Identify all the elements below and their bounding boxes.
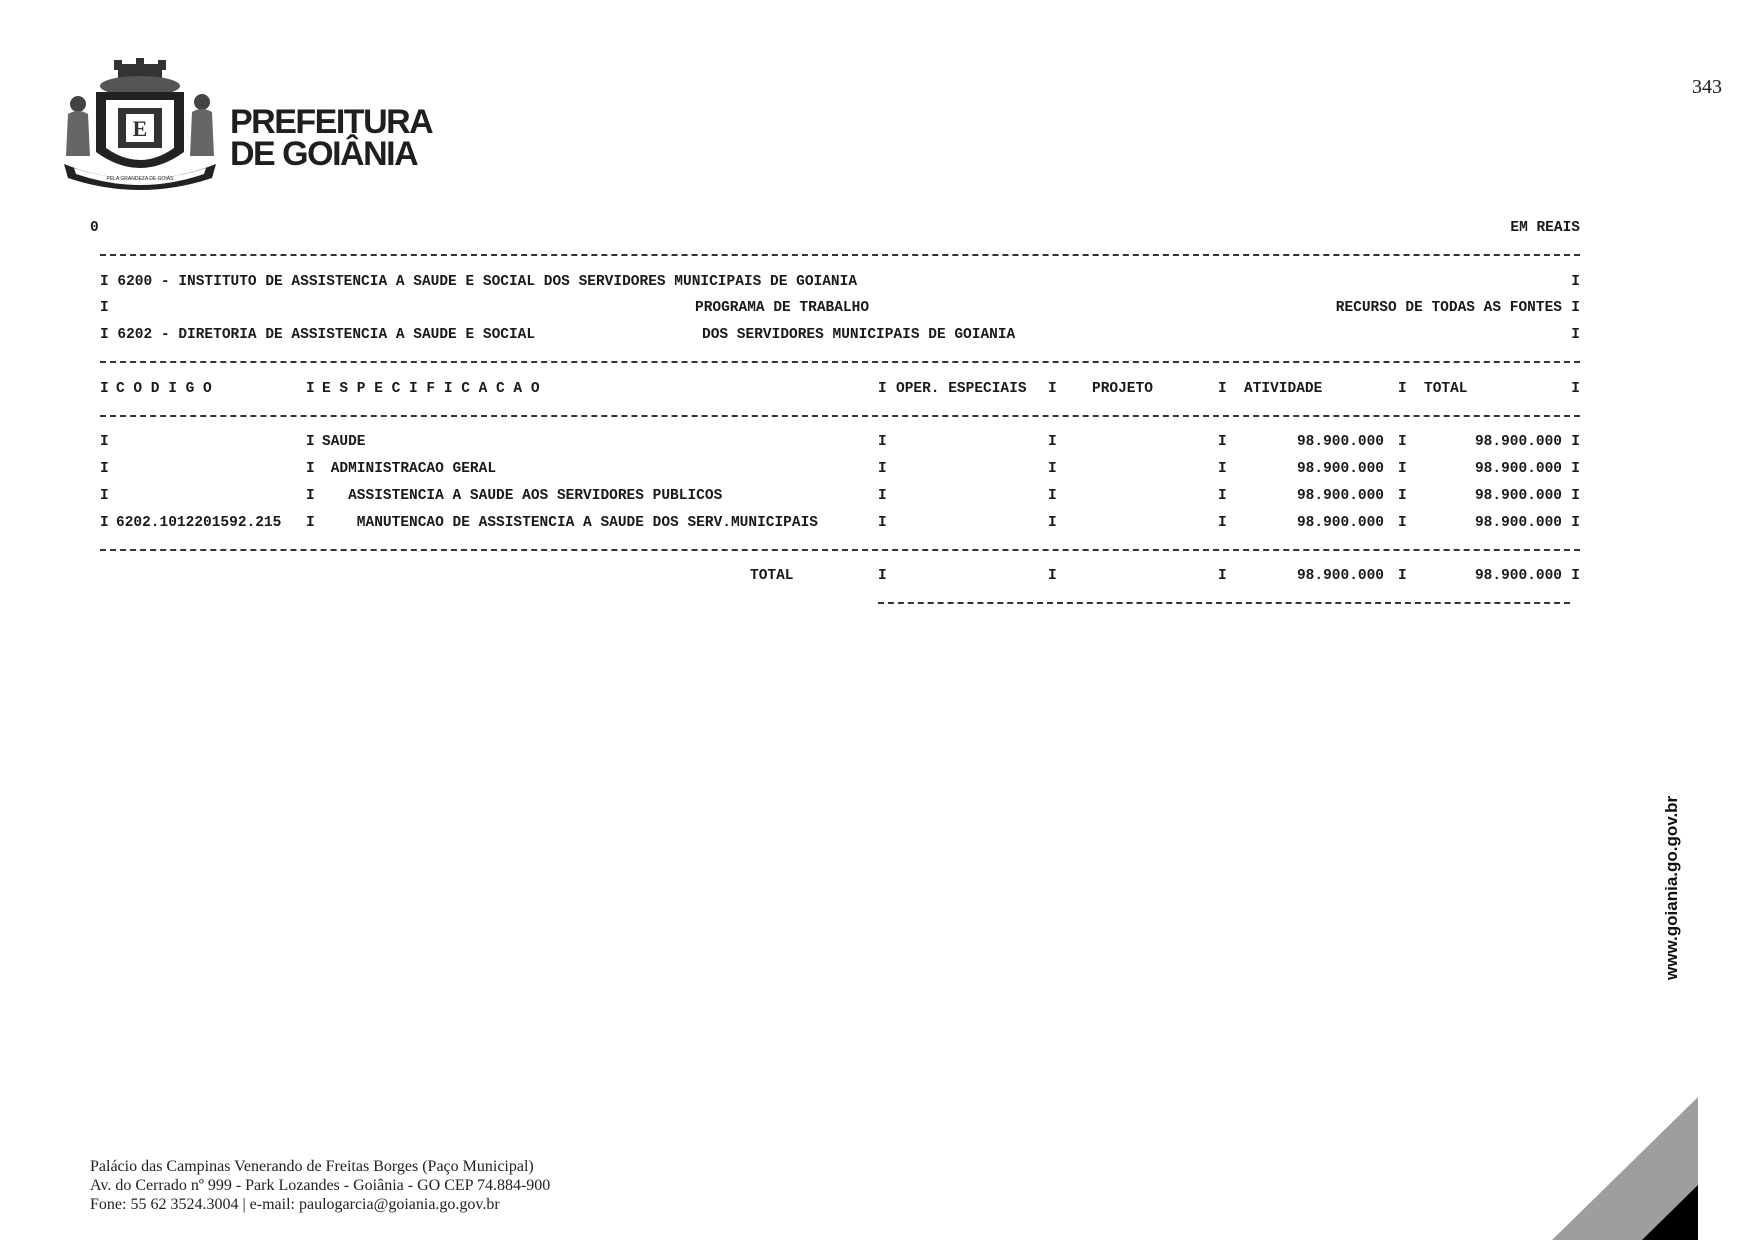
city-seal-logo (60, 56, 220, 196)
col-atividade: ATIVIDADE (1244, 380, 1323, 397)
table-row: I I SAUDE I I I 98.900.000 I 98.900.000 I (100, 434, 1580, 451)
row-total: 98.900.000 (1474, 434, 1562, 451)
row-total: 98.900.000 (1474, 514, 1562, 531)
svg-text:E: E (132, 116, 148, 141)
page-number: 343 (1692, 76, 1722, 98)
divider (90, 243, 1580, 270)
footer-line-1: Palácio das Campinas Venerando de Freitas Borges (Paço Municipal) (90, 1158, 534, 1175)
column-header-row: I C O D I G O I E S P E C I F I C A C A O I OPER. ESPECIAIS I PROJETO I ATIVIDADE I TOTAL I (100, 380, 1580, 397)
total-atividade: 98.900.000 (1296, 568, 1384, 585)
report-meta-row (90, 216, 1580, 243)
divider (90, 404, 1580, 431)
col-codigo: C O D I G O (116, 380, 212, 397)
divider (90, 350, 1580, 377)
table-row: I I ASSISTENCIA A SAUDE AOS SERVIDORES PUBLICOS I I I 98.900.000 I 98.900.000 I (100, 487, 1580, 504)
brand-name (230, 103, 433, 173)
seal-motto: PELA GRANDEZA DE GOIÁS (106, 176, 174, 182)
corner-decoration (1552, 1097, 1698, 1240)
org-row: I 6200 - INSTITUTO DE ASSISTENCIA A SAUDE E SOCIAL DOS SERVIDORES MUNICIPAIS DE GOIANIA I (100, 273, 1580, 290)
unit-row: I 6202 - DIRETORIA DE ASSISTENCIA A SAUDE E SOCIAL DOS SERVIDORES MUNICIPAIS DE GOIANIA I (100, 327, 1580, 344)
currency-unit: EM REAIS (1510, 220, 1580, 236)
row-spec: MANUTENCAO DE ASSISTENCIA A SAUDE DOS SERV.MUNICIPAIS (322, 514, 818, 531)
footer-address (90, 1157, 550, 1214)
program-row: I PROGRAMA DE TRABALHO RECURSO DE TODAS AS FONTES I (100, 300, 1580, 317)
total-total: 98.900.000 (1474, 568, 1562, 585)
unit-line-cont: DOS SERVIDORES MUNICIPAIS DE GOIANIA (702, 327, 1016, 344)
budget-report (90, 216, 1580, 618)
unit-line: I 6202 - DIRETORIA DE ASSISTENCIA A SAUDE E SOCIAL (100, 327, 536, 344)
divider (90, 538, 1580, 565)
brand-line-1: PREFEITURA (230, 103, 433, 141)
row-spec: SAUDE (322, 434, 366, 451)
row-total: 98.900.000 (1474, 461, 1562, 478)
sources-label: RECURSO DE TODAS AS FONTES (1335, 300, 1562, 317)
footer-line-3: Fone: 55 62 3524.3004 | e-mail: paulogarcia@goiania.go.gov.br (90, 1196, 500, 1213)
col-projeto: PROJETO (1092, 380, 1153, 397)
col-oper: OPER. ESPECIAIS (896, 380, 1027, 397)
side-url: www.goiania.go.gov.br (1662, 795, 1681, 980)
row-atividade: 98.900.000 (1296, 461, 1384, 478)
row-spec: ADMINISTRACAO GERAL (322, 461, 497, 478)
table-row: I I ADMINISTRACAO GERAL I I I 98.900.000 I 98.900.000 I (100, 461, 1580, 478)
table-row: I 6202.1012201592.215 I MANUTENCAO DE ASSISTENCIA A SAUDE DOS SERV.MUNICIPAIS I I I 98.900.000 I 98.900.000 I (100, 514, 1580, 531)
program-title: PROGRAMA DE TRABALHO (695, 300, 870, 317)
row-spec: ASSISTENCIA A SAUDE AOS SERVIDORES PUBLICOS (322, 487, 723, 504)
total-row: TOTAL I I I 98.900.000 I 98.900.000 I (750, 568, 1580, 585)
left-code: 0 (90, 220, 99, 236)
divider (90, 591, 1580, 618)
total-label: TOTAL (750, 568, 794, 585)
col-especificacao: E S P E C I F I C A C A O (322, 380, 540, 397)
org-line: I 6200 - INSTITUTO DE ASSISTENCIA A SAUDE E SOCIAL DOS SERVIDORES MUNICIPAIS DE GOIANIA (100, 273, 858, 290)
brand-line-2: DE GOIÂNIA (230, 135, 418, 173)
footer-line-2: Av. do Cerrado nº 999 - Park Lozandes - Goiânia - GO CEP 74.884-900 (90, 1177, 551, 1194)
row-atividade: 98.900.000 (1296, 514, 1384, 531)
row-atividade: 98.900.000 (1296, 487, 1384, 504)
row-code: 6202.1012201592.215 (116, 514, 282, 531)
row-total: 98.900.000 (1474, 487, 1562, 504)
col-total: TOTAL (1424, 380, 1468, 397)
row-atividade: 98.900.000 (1296, 434, 1384, 451)
